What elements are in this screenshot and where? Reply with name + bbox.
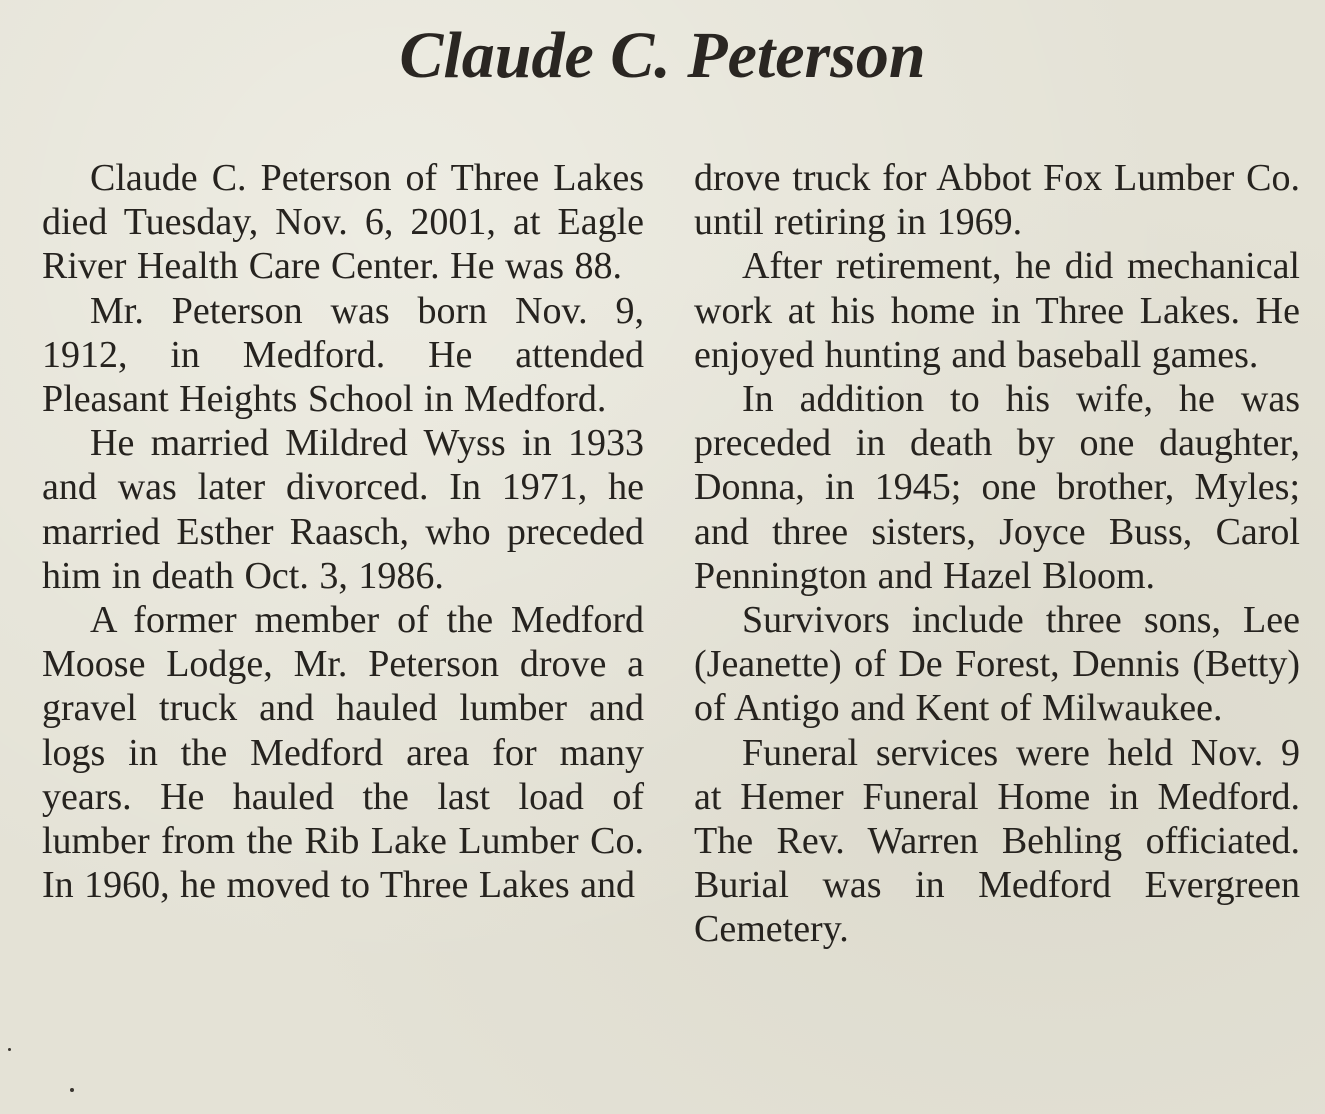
paragraph-survivors: Survivors include three sons, Lee (Jeanette) of De Forest, Dennis (Betty) of Antigo and Kent of Milwaukee.: [694, 599, 1300, 730]
paragraph-preceded-in-death: In addition to his wife, he was preceded in death by one daughter, Donna, in 1945; one brother, Myles; and three sisters, Joyce Buss, Carol Pennington and Hazel Bloom.: [694, 378, 1300, 597]
paragraph-birth: Mr. Peterson was born Nov. 9, 1912, in Medford. He attended Pleasant Heights School in Medford.: [42, 289, 644, 421]
paragraph-career: A former member of the Medford Moose Lodge, Mr. Peterson drove a gravel truck and hauled lumber and logs in the Medford area for many years. He hauled the last load of lumber from the Rib Lake Lumber Co. In 1960, he moved to Three Lakes and: [42, 599, 644, 907]
left-column: [42, 156, 644, 907]
obituary-headline: Claude C. Peterson: [399, 19, 926, 92]
paragraph-career-continued: drove truck for Abbot Fox Lumber Co. until retiring in 1969.: [694, 157, 1300, 244]
paragraph-retirement: After retirement, he did mechanical work at his home in Three Lakes. He enjoyed hunting and baseball games.: [694, 245, 1300, 376]
paragraph-marriages: He married Mildred Wyss in 1933 and was later divorced. In 1971, he married Esther Raasch, who preceded him in death Oct. 3, 1986.: [42, 422, 644, 597]
paragraph-funeral: Funeral services were held Nov. 9 at Hemer Funeral Home in Medford. The Rev. Warren Behling officiated. Burial was in Medford Evergreen Cemetery.: [694, 731, 1300, 951]
ink-speck: [8, 1048, 11, 1051]
paragraph-death-notice: Claude C. Peterson of Three Lakes died Tuesday, Nov. 6, 2001, at Eagle River Health Care Center. He was 88.: [42, 157, 644, 288]
ink-speck: [70, 1088, 74, 1092]
right-column: [694, 156, 1300, 952]
